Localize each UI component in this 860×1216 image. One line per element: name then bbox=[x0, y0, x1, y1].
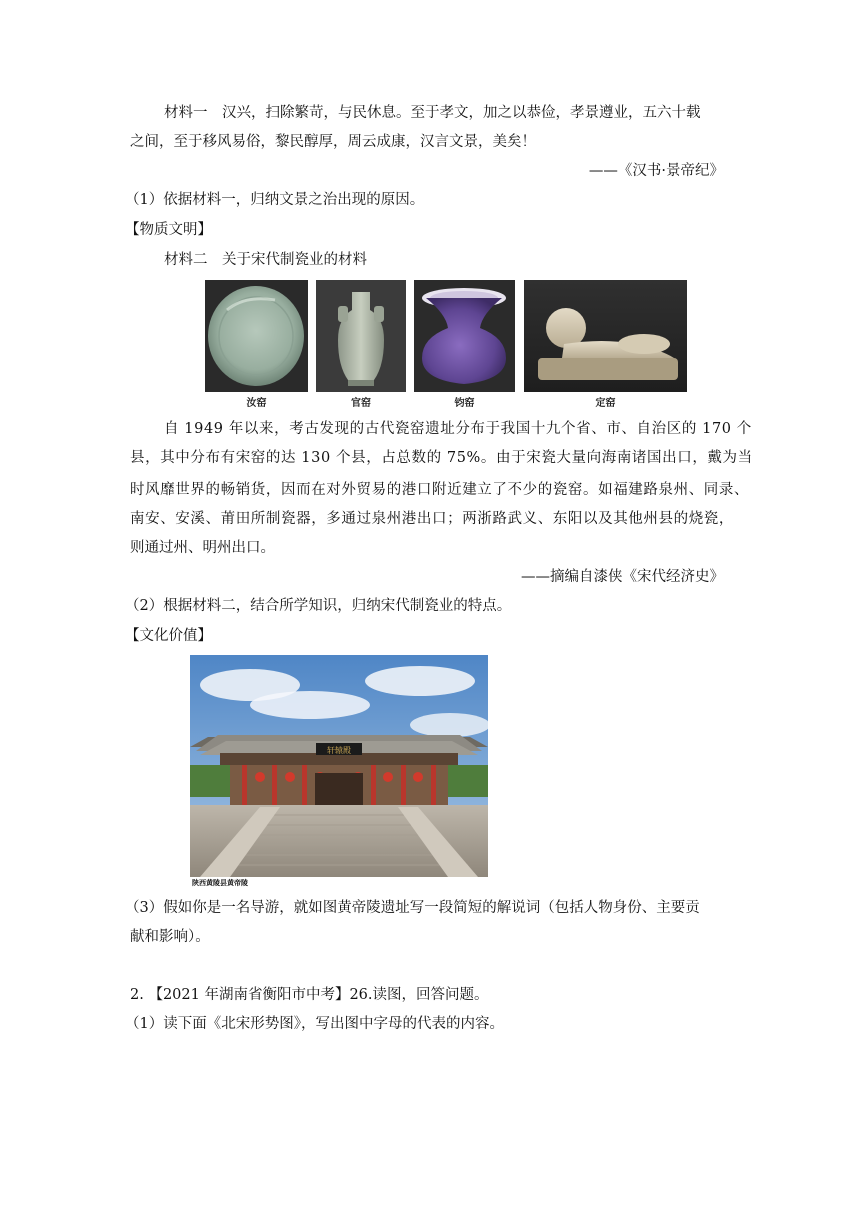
question-2: （2）根据材料二，结合所学知识，归纳宋代制瓷业的特点。 bbox=[125, 598, 512, 614]
caption-jun: 钧窑 bbox=[454, 398, 475, 409]
material2-para-line1: 自 1949 年以来，考古发现的古代瓷窑遗址分布于我国十九个省、市、自治区的 170 个 bbox=[164, 421, 752, 437]
huangdi-mausoleum-image bbox=[190, 655, 488, 877]
caption-ru: 汝窑 bbox=[246, 398, 267, 409]
question-3-line1: （3）假如你是一名导游，就如图黄帝陵遗址写一段简短的解说词（包括人物身份、主要贡 bbox=[125, 900, 700, 916]
material2-para-line5: 则通过州、明州出口。 bbox=[130, 540, 275, 556]
material2-para-line4: 南安、安溪、莆田所制瓷器，多通过泉州港出口；两浙路武义、东阳以及其他州县的烧瓷， bbox=[130, 511, 734, 527]
question-1: （1）依据材料一，归纳文景之治出现的原因。 bbox=[125, 192, 425, 208]
material2-source: ——摘编自漆侠《宋代经济史》 bbox=[521, 569, 724, 585]
jun-kiln-vase-image bbox=[414, 280, 515, 392]
ru-kiln-plate-image bbox=[205, 280, 308, 392]
mausoleum-plaque: 轩辕殿 bbox=[327, 746, 351, 755]
section-cultural-value: 【文化价值】 bbox=[125, 628, 212, 644]
question-2-header: 2. 【2021 年湖南省衡阳市中考】26.读图，回答问题。 bbox=[130, 987, 489, 1003]
material1-line1: 材料一 汉兴，扫除繁苛，与民休息。至于孝文，加之以恭俭，孝景遵业，五六十载 bbox=[164, 105, 701, 121]
question-2-part1: （1）读下面《北宋形势图》，写出图中字母的代表的内容。 bbox=[125, 1016, 504, 1032]
material1-source: ——《汉书·景帝纪》 bbox=[588, 163, 724, 179]
caption-guan: 官窑 bbox=[351, 398, 371, 409]
material2-title: 材料二 关于宋代制瓷业的材料 bbox=[164, 252, 367, 268]
material2-para-line2: 县，其中分布有宋窑的达 130 个县，占总数的 75%。由于宋瓷大量向海南诸国出口，戴为当 bbox=[130, 450, 753, 466]
material1-line2: 之间，至于移风易俗，黎民醇厚，周云成康，汉言文景，美矣！ bbox=[130, 134, 536, 150]
mausoleum-caption: 陕西黄陵县黄帝陵 bbox=[192, 879, 248, 887]
section-material-civilization: 【物质文明】 bbox=[125, 222, 212, 238]
ding-kiln-pillow-image bbox=[524, 280, 687, 392]
caption-ding: 定窑 bbox=[595, 398, 616, 409]
question-3-line2: 献和影响）。 bbox=[130, 929, 210, 945]
guan-kiln-vase-image bbox=[316, 280, 406, 392]
material2-para-line3: 时风靡世界的畅销货，因而在对外贸易的港口附近建立了不少的瓷窑。如福建路泉州、同录、 bbox=[130, 482, 750, 498]
